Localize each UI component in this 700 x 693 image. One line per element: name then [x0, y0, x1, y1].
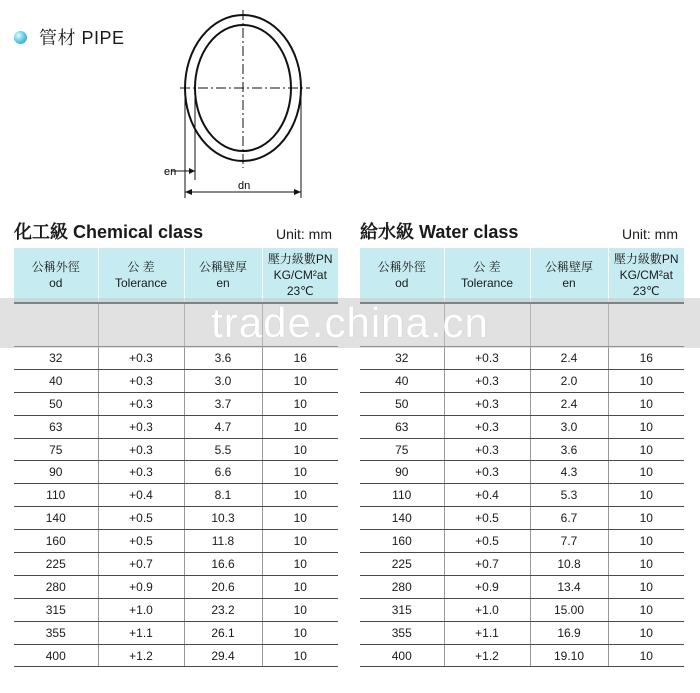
table-cell: 110	[360, 484, 444, 507]
column-header-en: KG/CM²at 23℃	[273, 268, 327, 298]
table-cell: 10	[262, 575, 338, 598]
column-header	[444, 248, 530, 303]
table-cell: +0.3	[444, 347, 530, 370]
table-cell: +0.9	[444, 575, 530, 598]
table-cell: 280	[360, 575, 444, 598]
table-cell: 75	[360, 438, 444, 461]
table-cell: +0.3	[98, 415, 184, 438]
column-header-en: Tolerance	[114, 276, 168, 290]
column-header	[262, 248, 338, 303]
table-row	[14, 392, 338, 415]
chemical-class-title: 化工級 Chemical class	[14, 222, 204, 242]
table-cell: +0.4	[444, 484, 530, 507]
table-cell: 315	[14, 598, 98, 621]
table-cell: 20.6	[184, 575, 262, 598]
table-cell: 10	[262, 507, 338, 530]
table-cell: +0.3	[98, 369, 184, 392]
table-cell: 11.8	[184, 530, 262, 553]
water-unit-label: Unit: mm	[622, 226, 678, 242]
table-cell: 6.7	[530, 507, 608, 530]
table-row	[360, 415, 684, 438]
table-row	[360, 598, 684, 621]
table-cell: 29.4	[184, 644, 262, 667]
table-row	[14, 438, 338, 461]
column-header-zh: 壓力級數PN	[613, 252, 679, 266]
page-title: 管材 PIPE	[39, 28, 125, 48]
table-cell: 10	[262, 598, 338, 621]
table-cell: +0.3	[444, 369, 530, 392]
table-cell: +1.1	[444, 621, 530, 644]
table-cell: 110	[14, 484, 98, 507]
table-cell: 16	[262, 347, 338, 370]
table-row	[14, 461, 338, 484]
table-cell: 10	[608, 553, 684, 576]
table-cell: 10	[262, 461, 338, 484]
table-cell: 8.1	[184, 484, 262, 507]
table-cell: 10	[608, 598, 684, 621]
column-header-en: en	[216, 276, 230, 290]
table-cell: 280	[14, 575, 98, 598]
table-row	[360, 347, 684, 370]
column-header	[14, 248, 98, 303]
column-header-zh: 公稱外徑	[377, 260, 426, 274]
table-cell: 10	[608, 484, 684, 507]
table-cell: 63	[14, 415, 98, 438]
table-cell: 26.1	[184, 621, 262, 644]
table-cell: 10	[262, 530, 338, 553]
table-cell: +0.5	[98, 530, 184, 553]
table-cell: 19.10	[530, 644, 608, 667]
dn-arrow-left-icon	[185, 189, 192, 195]
table-cell: +0.5	[444, 507, 530, 530]
table-cell: 5.3	[530, 484, 608, 507]
column-header-en: en	[562, 276, 576, 290]
table-cell: 10	[608, 507, 684, 530]
column-header-zh: 公稱外徑	[31, 260, 80, 274]
en-label: en	[164, 166, 177, 178]
table-row	[360, 507, 684, 530]
table-cell: +0.3	[98, 461, 184, 484]
table-cell: 50	[360, 392, 444, 415]
table-cell: 160	[14, 530, 98, 553]
table-cell: 10	[262, 392, 338, 415]
table-cell: +0.9	[98, 575, 184, 598]
table-row	[14, 598, 338, 621]
table-row	[360, 461, 684, 484]
table-cell: 75	[14, 438, 98, 461]
table-row	[14, 530, 338, 553]
watermark: trade.china.cn	[0, 298, 700, 348]
table-cell: 10	[262, 484, 338, 507]
table-cell: 10	[262, 621, 338, 644]
table-cell: 6.6	[184, 461, 262, 484]
table-cell: 10	[262, 369, 338, 392]
table-row	[360, 553, 684, 576]
table-cell: 3.7	[184, 392, 262, 415]
table-cell: +0.3	[444, 392, 530, 415]
table-cell: 10	[262, 553, 338, 576]
table-cell: 140	[14, 507, 98, 530]
table-cell: 16.9	[530, 621, 608, 644]
column-header-en: od	[49, 276, 63, 290]
table-row	[14, 484, 338, 507]
table-cell: +1.1	[98, 621, 184, 644]
table-cell: +0.5	[98, 507, 184, 530]
table-header-row	[360, 248, 684, 303]
table-cell: 355	[14, 621, 98, 644]
table-cell: 10	[608, 621, 684, 644]
column-header-en: Tolerance	[460, 276, 514, 290]
table-cell: 400	[14, 644, 98, 667]
table-cell: 400	[360, 644, 444, 667]
table-cell: 3.0	[530, 415, 608, 438]
table-cell: +0.3	[98, 438, 184, 461]
table-row	[360, 621, 684, 644]
table-cell: 16	[608, 347, 684, 370]
table-cell: 16.6	[184, 553, 262, 576]
table-cell: 315	[360, 598, 444, 621]
table-cell: 10	[608, 415, 684, 438]
chemical-unit-label: Unit: mm	[276, 226, 332, 242]
table-cell: 7.7	[530, 530, 608, 553]
column-header-zh: 公 差	[473, 260, 501, 274]
table-cell: 50	[14, 392, 98, 415]
table-cell: +0.3	[444, 415, 530, 438]
table-cell: +0.3	[98, 347, 184, 370]
table-cell: +0.3	[444, 438, 530, 461]
table-cell: +1.2	[444, 644, 530, 667]
table-cell: 40	[14, 369, 98, 392]
dn-label: dn	[238, 180, 251, 192]
table-cell: 32	[14, 347, 98, 370]
column-header-en: od	[395, 276, 409, 290]
table-row	[360, 392, 684, 415]
table-cell: 32	[360, 347, 444, 370]
table-cell: 10	[608, 575, 684, 598]
table-cell: 10	[262, 438, 338, 461]
table-cell: +1.0	[98, 598, 184, 621]
column-header	[530, 248, 608, 303]
column-header-zh: 公稱壁厚	[544, 260, 593, 274]
table-cell: +1.0	[444, 598, 530, 621]
table-cell: +0.7	[98, 553, 184, 576]
table-cell: 2.4	[530, 347, 608, 370]
table-cell: 4.3	[530, 461, 608, 484]
page-header	[14, 24, 125, 50]
table-cell: 3.6	[530, 438, 608, 461]
table-cell: +0.4	[98, 484, 184, 507]
table-row	[14, 553, 338, 576]
table-cell: +0.5	[444, 530, 530, 553]
table-cell: +0.3	[444, 461, 530, 484]
table-cell: 15.00	[530, 598, 608, 621]
bullet-icon	[14, 31, 27, 44]
table-row	[14, 644, 338, 667]
table-cell: 10	[608, 644, 684, 667]
column-header	[184, 248, 262, 303]
table-row	[14, 507, 338, 530]
table-cell: +0.7	[444, 553, 530, 576]
column-header	[98, 248, 184, 303]
table-cell: 10.3	[184, 507, 262, 530]
column-header	[360, 248, 444, 303]
table-cell: 140	[360, 507, 444, 530]
table-cell: 3.6	[184, 347, 262, 370]
table-header-row	[14, 248, 338, 303]
dn-arrow-right-icon	[294, 189, 301, 195]
water-class-title: 給水級 Water class	[360, 222, 519, 242]
table-cell: 63	[360, 415, 444, 438]
column-header-zh: 公稱壁厚	[198, 260, 247, 274]
table-row	[360, 484, 684, 507]
table-cell: 10	[608, 369, 684, 392]
table-cell: 10	[608, 392, 684, 415]
table-cell: 10	[608, 530, 684, 553]
table-cell: 225	[14, 553, 98, 576]
table-row	[14, 621, 338, 644]
table-cell: 10.8	[530, 553, 608, 576]
column-header-zh: 公 差	[127, 260, 155, 274]
table-cell: +1.2	[98, 644, 184, 667]
table-cell: 23.2	[184, 598, 262, 621]
table-row	[14, 347, 338, 370]
table-cell: 10	[608, 461, 684, 484]
table-cell: 355	[360, 621, 444, 644]
table-row	[14, 369, 338, 392]
table-row	[14, 575, 338, 598]
table-row	[360, 644, 684, 667]
table-cell: 2.0	[530, 369, 608, 392]
table-cell: 90	[360, 461, 444, 484]
en-arrow-icon	[189, 168, 195, 174]
column-header-en: KG/CM²at 23℃	[619, 268, 673, 298]
table-row	[360, 369, 684, 392]
table-cell: +0.3	[98, 392, 184, 415]
column-header	[608, 248, 684, 303]
table-row	[360, 530, 684, 553]
table-cell: 13.4	[530, 575, 608, 598]
table-cell: 10	[262, 644, 338, 667]
table-cell: 90	[14, 461, 98, 484]
table-row	[14, 415, 338, 438]
table-cell: 4.7	[184, 415, 262, 438]
table-cell: 2.4	[530, 392, 608, 415]
table-cell: 5.5	[184, 438, 262, 461]
table-cell: 160	[360, 530, 444, 553]
column-header-zh: 壓力級數PN	[267, 252, 333, 266]
table-row	[360, 438, 684, 461]
table-cell: 3.0	[184, 369, 262, 392]
table-row	[360, 575, 684, 598]
table-cell: 225	[360, 553, 444, 576]
table-cell: 10	[608, 438, 684, 461]
table-cell: 40	[360, 369, 444, 392]
table-cell: 10	[262, 415, 338, 438]
pipe-cross-section-diagram	[150, 8, 350, 208]
